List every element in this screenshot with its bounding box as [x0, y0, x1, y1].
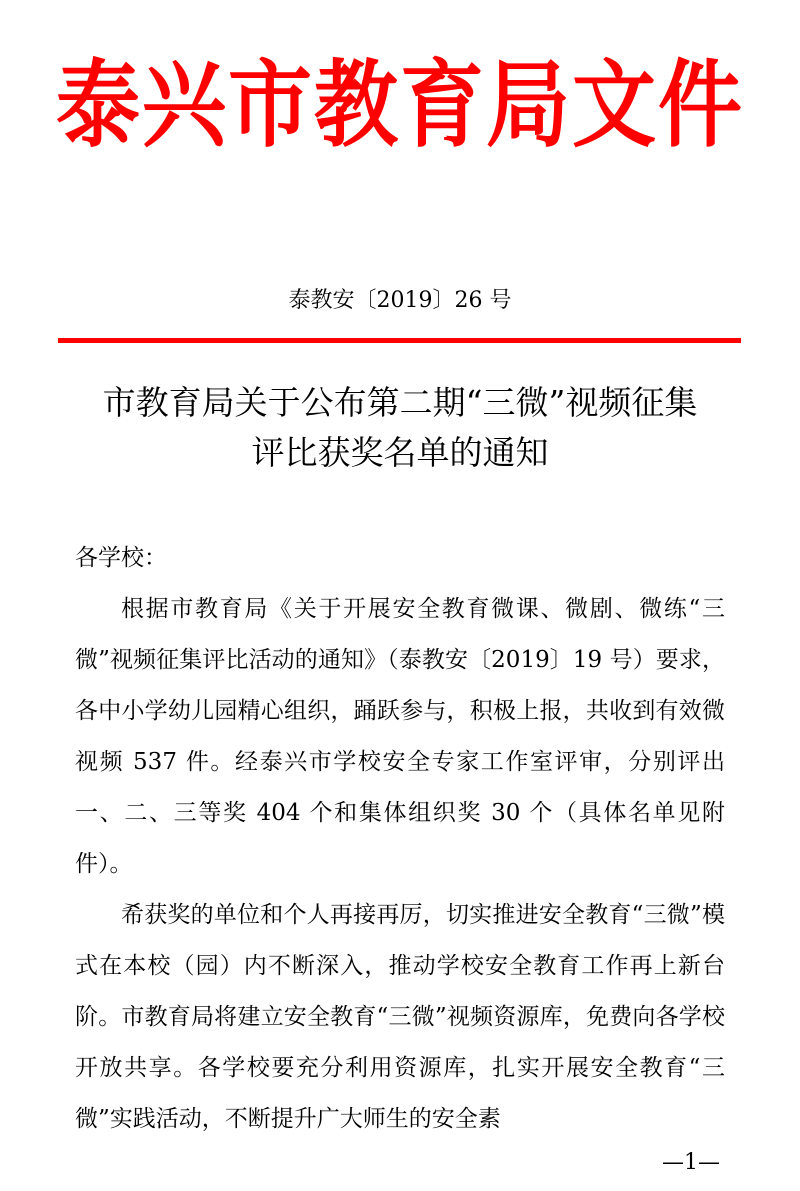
salutation: 各学校：	[75, 545, 167, 571]
document-number: 泰教安〔2019〕26 号	[288, 288, 512, 313]
body-paragraph-2: 希获奖的单位和个人再接再厉，切实推进安全教育“三微”模式在本校（园）内不断深入，推动学校安全教育工作再上新台阶。市教育局将建立安全教育“三微”视频资源库，免费向各学校开放共享。各学校要充分利用资源库，扎实开展安全教育“三微”实践活动，不断提升广大师生的安全素	[75, 902, 725, 1132]
notice-title-line-2: 评比获奖名单的通知	[251, 433, 549, 472]
page-number: —1—	[662, 1150, 720, 1175]
masthead-title: 泰兴市教育局文件	[55, 49, 744, 161]
notice-title-line-1: 市教育局关于公布第二期“三微”视频征集	[102, 383, 698, 422]
red-divider-line	[58, 338, 741, 343]
notice-title	[60, 378, 740, 478]
notice-body	[75, 533, 725, 1145]
body-paragraph-1: 根据市教育局《关于开展安全教育微课、微剧、微练“三微”视频征集评比活动的通知》（泰教安〔2019〕19 号）要求，各中小学幼儿园精心组织，踊跃参与，积极上报，共收到有效微视频 537 件。经泰兴市学校安全专家工作室评审，分别评出一、二、三等奖 404 个和集体组织奖 30 个（具体名单见附件）。	[75, 596, 725, 877]
